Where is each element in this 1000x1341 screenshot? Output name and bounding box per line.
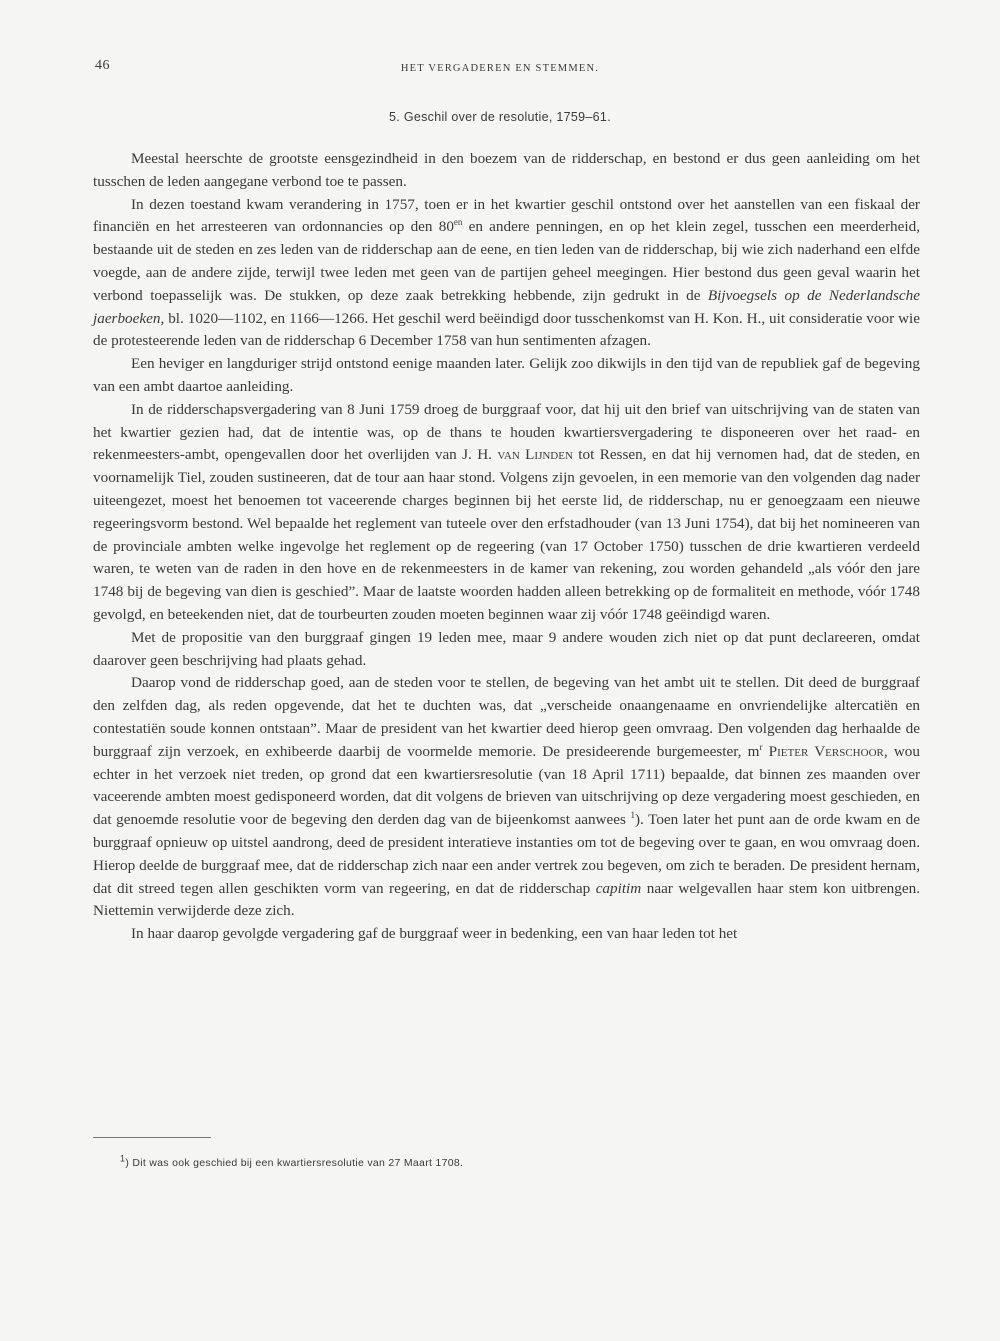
paragraph-text: In dezen toestand kwam verandering in 1757, toen er in het kwartier geschil ontstond over het aanstellen van een fiskaal der financiën en het arresteeren van ordonnancies op den 80 <box>93 195 920 236</box>
paragraph-text: In de ridderschapsvergadering van 8 Juni 1759 droeg de burggraaf voor, dat hij uit den brief van uitschrijving van de staten van het kwartier gezien had, dat de intentie was, op de thans te houden kwartiersvergadering te disponeeren over het raad- en rekenmeesters-ambt, opengevallen door het overlijden van J. H. <box>93 400 920 464</box>
page-number: 46 <box>95 58 110 73</box>
running-head: HET VERGADEREN EN STEMMEN. <box>400 63 600 74</box>
paragraph-text: Een heviger en langduriger strijd ontstond eenige maanden later. Gelijk zoo dikwijls in den tijd van de republiek gaf de begeving van een ambt daartoe aanleiding. <box>93 355 920 395</box>
paragraph-text: en andere penningen, en op het klein zegel, tusschen een meerderheid, bestaande uit de steden en zes leden van de ridderschap aan de eene, en tien leden van de ridderschap, bij wie zich naderhand een elfde voegde, aan de andere zijde, terwijl twee leden met geen van de partijen geheel meegingen. Hier bestond dus geen geval waarin het verbond toepasselijk was. De stukken, op deze zaak betrekking hebbende, zijn gedrukt in de <box>93 218 920 304</box>
paragraph-text: Daarop vond de ridderschap goed, aan de steden voor te stellen, de begeving van het ambt uit te stellen. Dit deed de burggraaf den zelfden dag, als reden opgevende, dat het te duchten was, dat „verscheide onaangenaame en onvriendelijke altercatiën en contestatiën soude konnen ontstaan”. Maar de president van het kwartier deed hierop geen omvraag. Den volgenden dag herhaalde de burggraaf zijn verzoek, en exhibeerde daarbij de voormelde memorie. De presideerende burgemeester, m <box>93 674 920 760</box>
paragraph-text: , bl. 1020—1102, en 1166—1266. Het geschil werd beëindigd door tusschenkomst van H. Kon. H., uit consideratie voor wie de protesteerende leden van de ridderschap 6 December 1758 van hun sentimenten afzagen. <box>93 309 920 350</box>
paragraph-2 <box>93 194 920 354</box>
paragraph-text: Meestal heerschte de grootste eensgezindheid in den boezem van de ridderschap, en bestond er dus geen aanleiding om het tusschen de leden aangegane verbond toe te passen. <box>93 150 920 190</box>
paragraph-4 <box>93 399 920 627</box>
paragraph-text: In haar daarop gevolgde vergadering gaf de burggraaf weer in bedenking, een van haar leden tot het <box>131 925 738 943</box>
footnote <box>120 1153 464 1169</box>
footnote-divider <box>93 1137 211 1138</box>
paragraph-text: tot Ressen, en dat hij vernomen had, dat de steden, en voornamelijk Tiel, zouden sustineeren, dat de tour aan haar stond. Volgens zijn gevoelen, in een memorie van den volgenden dag nader uiteengezet, moest het benoemen tot vaceerende charges beginnen bij het eerste lid, de ridderschap, nu er genoegzaam een nieuwe regeeringsvorm bestond. Wel bepaalde het reglement van tuteele over den erfstadhouder (van 13 Juni 1754), dat bij het nomineeren van de provinciale ambten welke ingevolge het reglement op de regeering (van 17 October 1750) tusschen de drie kwartieren verdeeld waren, te weten van de raden in den hove en de rekenmeesters in de kamer van rekening, zou worden gehandeld „als vóór den jare 1748 bij de begeving van dien is geschied”. Maar de laatste woorden hadden alleen betrekking op de formaliteit en methode, vóór 1748 gevolgd, en beteekenden niet, dat de tourbeurten zouden moeten beginnen waar zij vóór 1748 geëindigd waren. <box>93 446 921 623</box>
book-title: Bijvoegsels op de Nederlandsche jaerboeken <box>93 286 920 327</box>
footnote-text: ) Dit was ook geschied bij een kwartiersresolutie van 27 Maart 1708. <box>125 1157 464 1169</box>
person-name: van Lijnden <box>497 446 573 464</box>
paragraph-3 <box>93 353 920 399</box>
superscript: en <box>453 217 463 228</box>
paragraph-text: Met de propositie van den burggraaf gingen 19 leden mee, maar 9 andere wouden zich niet op dat punt declareeren, omdat daarover geen beschrijving had plaats gehad. <box>93 628 920 669</box>
paragraph-5 <box>93 627 920 673</box>
footnote-reference[interactable]: 1 <box>630 810 635 821</box>
paragraph-1 <box>93 148 920 194</box>
paragraph-text: , wou echter in het verzoek niet treden, op grond dat een kwartiersresolutie (van 18 April 1711) bepaalde, dat binnen zes maanden over vaceerende ambten moest gedisponeerd worden, dat dit volgens de brieven van uitschrijving op deze vergadering moest geschieden, en dat genoemde resolutie voor de begeving den derden dag van de bijeenkomst aanwees <box>93 742 920 829</box>
person-name: Pieter Verschoor <box>768 742 884 760</box>
section-title: 5. Geschil over de resolutie, 1759–61. <box>389 110 611 124</box>
paragraph-7 <box>93 923 920 946</box>
footnote-marker: 1 <box>120 1153 126 1164</box>
latin-term: capitim <box>595 879 642 897</box>
body-text <box>93 148 920 946</box>
paragraph-text: ). Toen later het punt aan de orde kwam en de burggraaf opnieuw op uitstel aandrong, deed de president interatieve instanties om tot de begeving over te gaan, en wou omvraag doen. Hierop deelde de burggraaf mee, dat de ridderschap zich naar een ander vertrek zou begeven, om zich te beraden. De president hernam, dat dit streed tegen allen geschikten vorm van regeering, en dat de ridderschap <box>93 811 920 897</box>
paragraph-text: naar welgevallen haar stem kon uitbrengen. Niettemin verwijderde deze zich. <box>93 879 920 920</box>
paragraph-6 <box>93 672 920 923</box>
superscript: r <box>759 741 763 752</box>
